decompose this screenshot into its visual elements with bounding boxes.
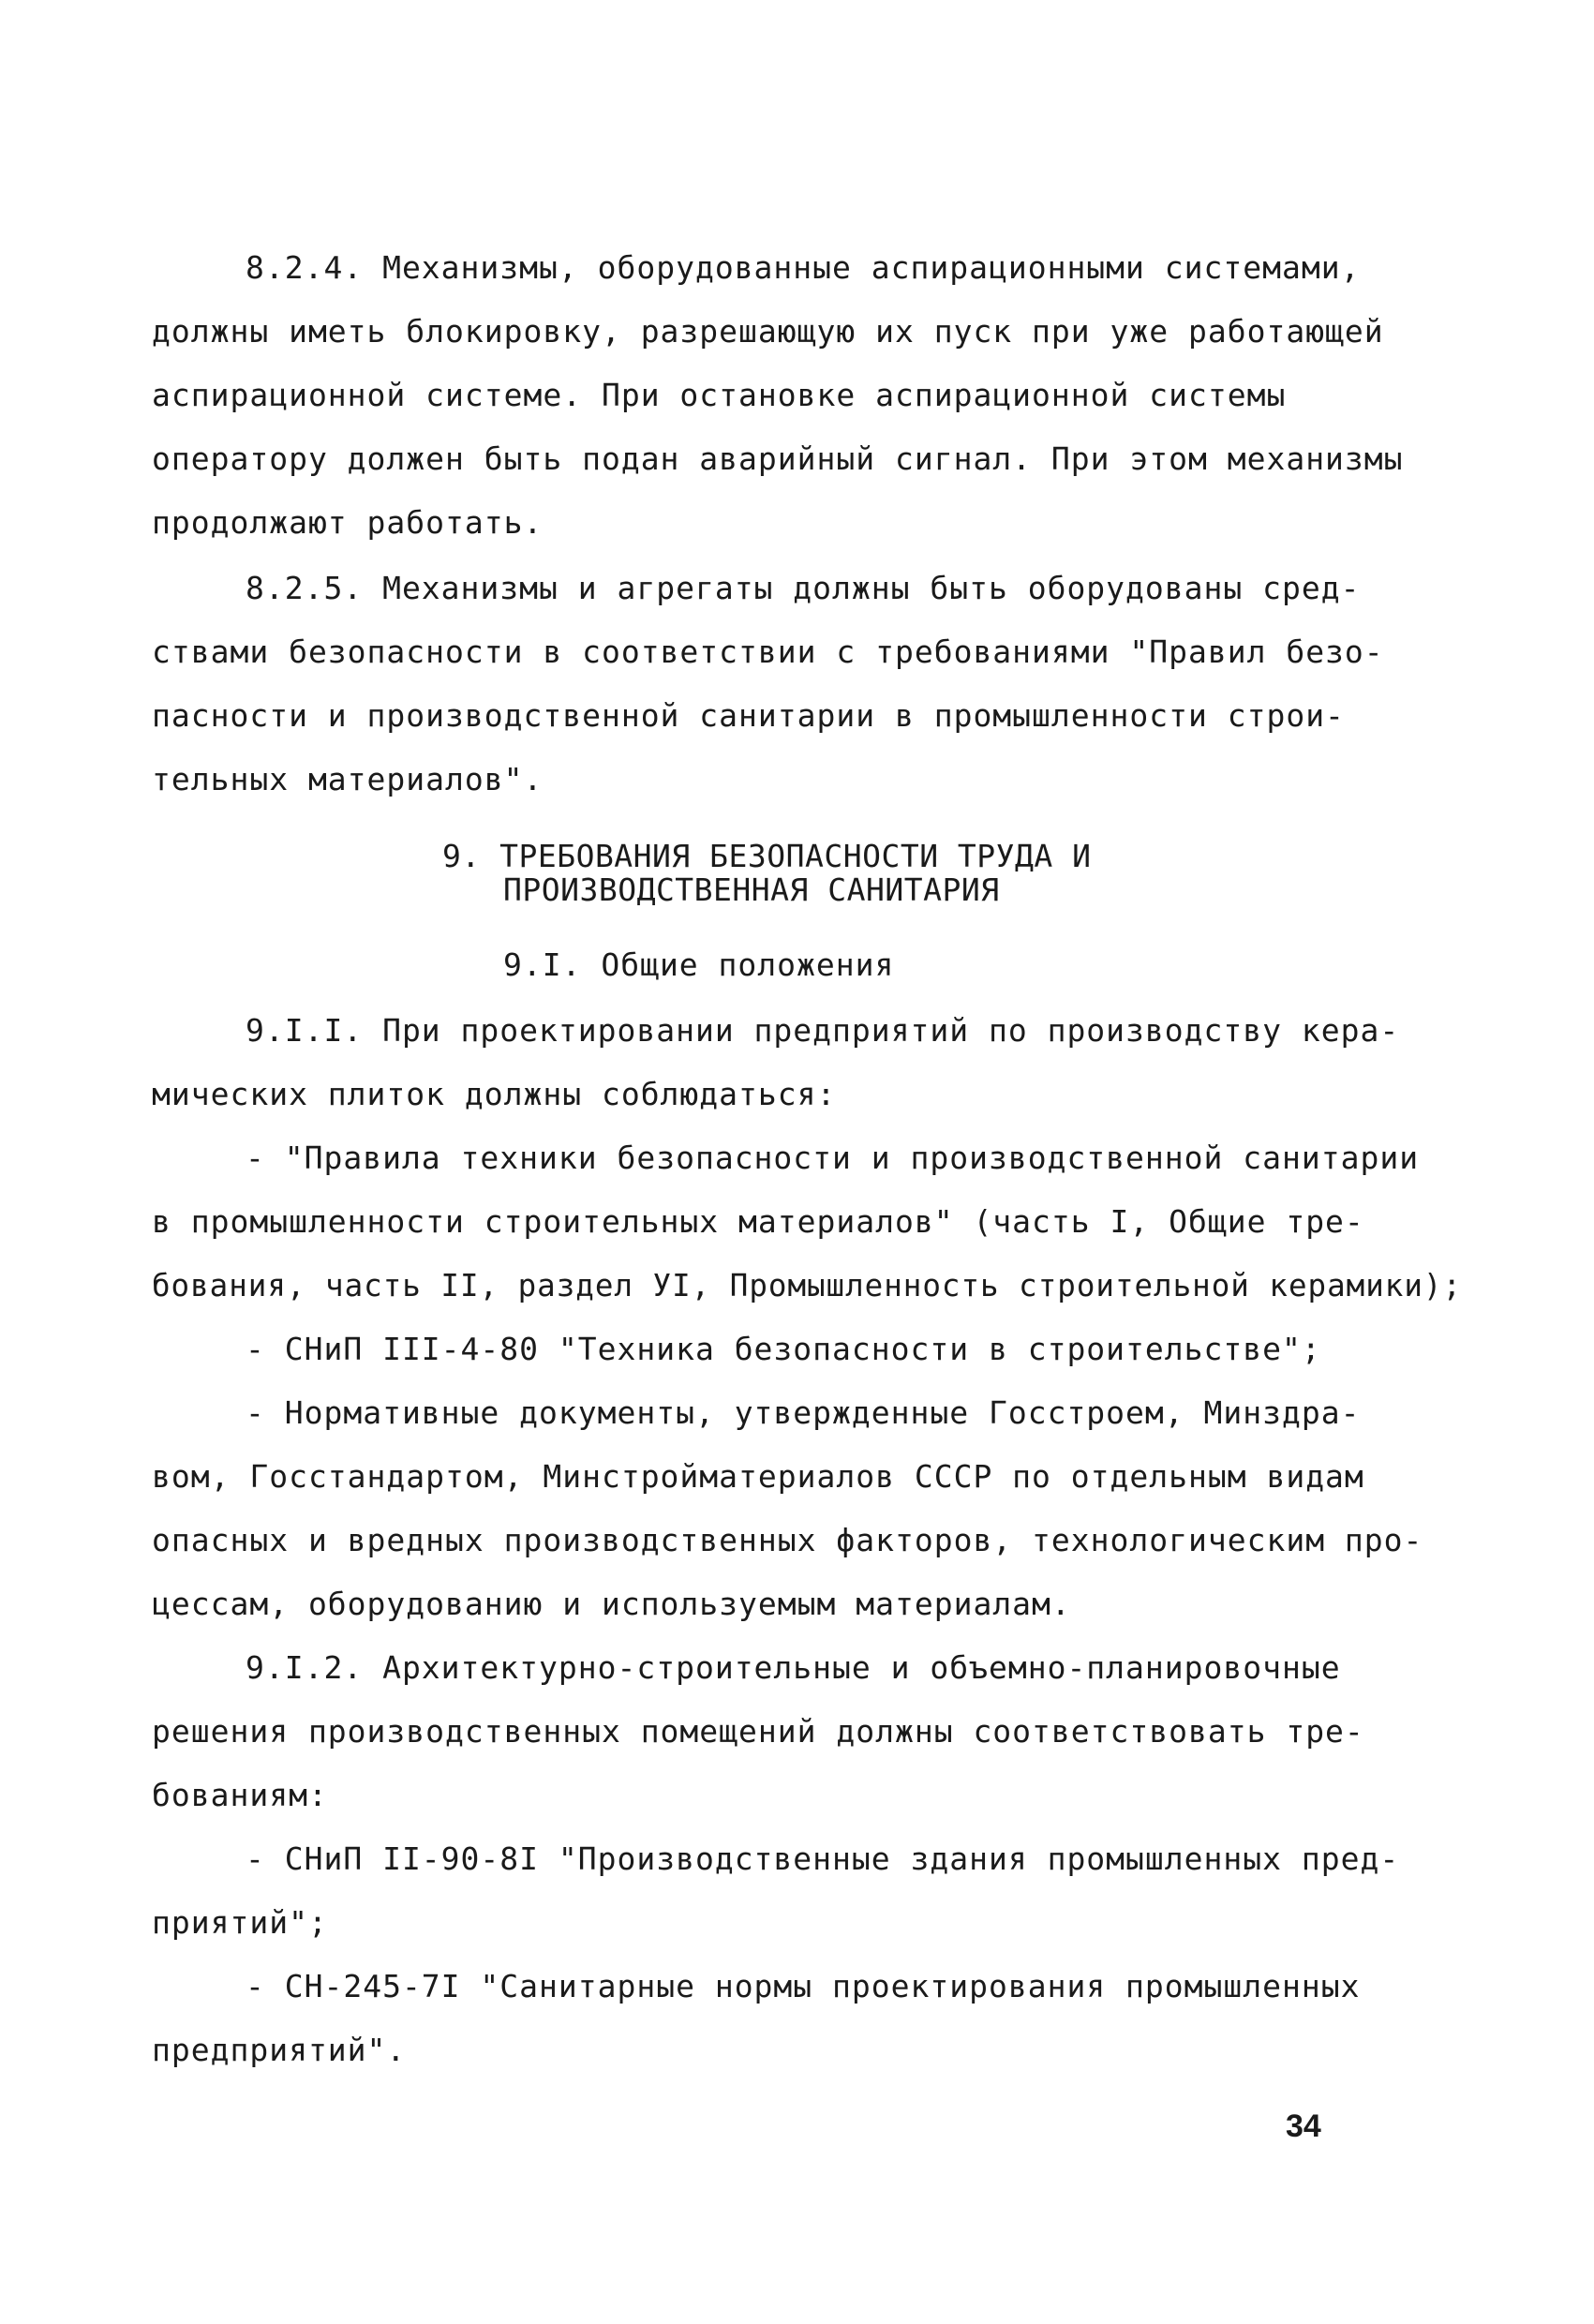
section-heading-line-1: 9. ТРЕБОВАНИЯ БЕЗОПАСНОСТИ ТРУДА И bbox=[442, 838, 1092, 874]
body-line-14: - СНиП II-90-8I "Производственные здания промышленных пред- bbox=[246, 1840, 1400, 1877]
body-line-7: - Нормативные документы, утвержденные Госстроем, Минздра- bbox=[246, 1394, 1361, 1431]
body-line-16: - СН-245-7I "Санитарные нормы проектирования промышленных bbox=[246, 1968, 1361, 2004]
body-line-10: цессам, оборудованию и используемым материалам. bbox=[152, 1586, 1071, 1622]
paragraph-8-2-4-line-5: продолжают работать. bbox=[152, 504, 544, 541]
paragraph-8-2-4-line-2: должны иметь блокировку, разрешающую их пуск при уже работающей bbox=[152, 313, 1384, 350]
body-line-9: опасных и вредных производственных факторов, технологическим про- bbox=[152, 1522, 1423, 1558]
body-line-12: решения производственных помещений должны соответствовать тре- bbox=[152, 1713, 1364, 1750]
paragraph-8-2-5-line-4: тельных материалов". bbox=[152, 761, 544, 797]
body-line-5: бования, часть II, раздел УI, Промышленность строительной керамики); bbox=[152, 1267, 1463, 1304]
paragraph-8-2-4-line-3: аспирационной системе. При остановке аспирационной системы bbox=[152, 377, 1287, 413]
section-heading-line-2: ПРОИЗВОДСТВЕННАЯ САНИТАРИЯ bbox=[503, 872, 1000, 908]
body-line-17: предприятий". bbox=[152, 2032, 407, 2068]
body-line-4: в промышленности строительных материалов" (часть I, Общие тре- bbox=[152, 1203, 1364, 1240]
body-line-6: - СНиП III-4-80 "Техника безопасности в строительстве"; bbox=[246, 1331, 1321, 1367]
body-line-3: - "Правила техники безопасности и производственной санитарии bbox=[246, 1140, 1420, 1176]
body-line-8: вом, Госстандартом, Минстройматериалов СССР по отдельным видам bbox=[152, 1458, 1364, 1495]
paragraph-8-2-4-line-4: оператору должен быть подан аварийный сигнал. При этом механизмы bbox=[152, 440, 1404, 477]
paragraph-8-2-5-line-3: пасности и производственной санитарии в промышленности строи- bbox=[152, 697, 1345, 734]
page-number: 34 bbox=[1286, 2108, 1321, 2144]
body-line-2: мических плиток должны соблюдаться: bbox=[152, 1076, 837, 1112]
body-line-11: 9.I.2. Архитектурно-строительные и объемно-планировочные bbox=[246, 1649, 1341, 1686]
paragraph-8-2-5-line-2: ствами безопасности в соответствии с требованиями "Правил безо- bbox=[152, 633, 1384, 670]
body-line-13: бованиям: bbox=[152, 1777, 328, 1813]
paragraph-8-2-5-line-1: 8.2.5. Механизмы и агрегаты должны быть оборудованы сред- bbox=[246, 570, 1361, 606]
paragraph-8-2-4-line-1: 8.2.4. Механизмы, оборудованные аспирационными системами, bbox=[246, 249, 1361, 286]
body-line-15: приятий"; bbox=[152, 1904, 328, 1941]
subsection-heading: 9.I. Общие положения bbox=[503, 946, 895, 983]
body-line-1: 9.I.I. При проектировании предприятий по производству кера- bbox=[246, 1012, 1400, 1049]
